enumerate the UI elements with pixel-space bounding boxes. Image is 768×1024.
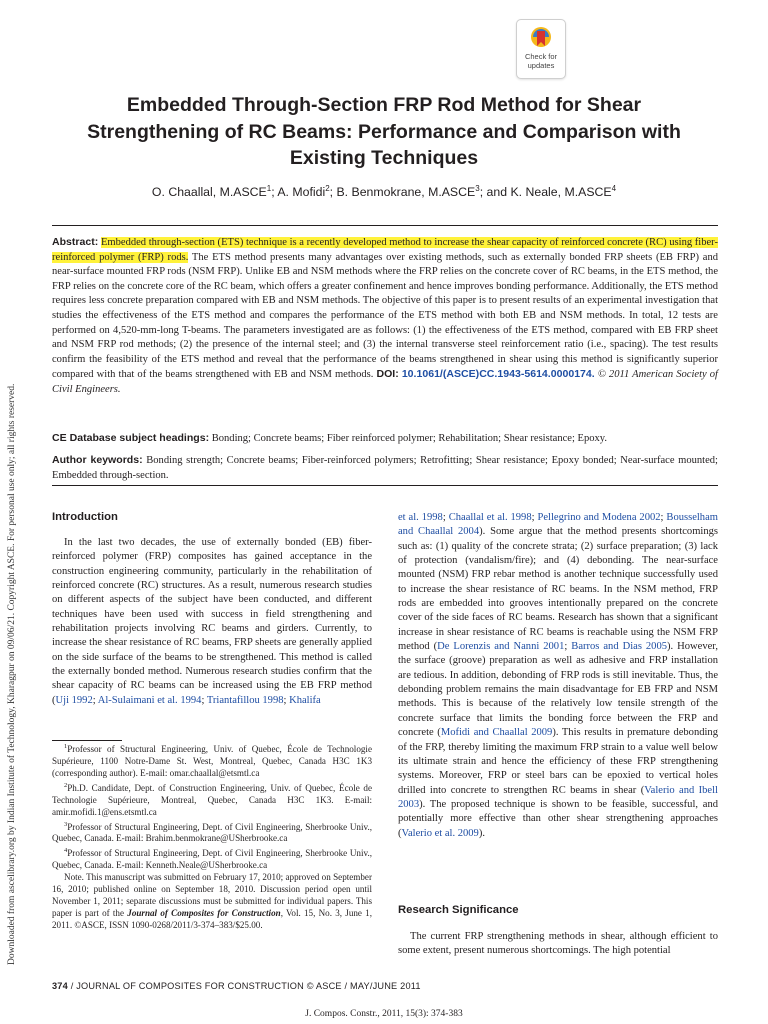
author-4: K. Neale, M.ASCE: [510, 185, 612, 200]
footnote-1-text: Professor of Structural Engineering, Univ. of Quebec, École de Technologie Supérieure, 1100 Notre-Dame St. West, Montreal, Quebec, Canada H3C 1K3 (corresponding author). E-mail: omar.chaallal@etsmtl.ca: [52, 744, 372, 778]
download-watermark: Downloaded from ascelibrary.org by Indian Institute of Technology, Kharagpur on 09/06/21. Copyright ASCE. For personal use only; all rights reserved.: [7, 383, 17, 965]
doi-link[interactable]: 10.1061/(ASCE)CC.1943-5614.0000174.: [401, 368, 595, 381]
abstract: [52, 235, 718, 398]
intro-text: ). However, the surface (groove) preparation as well as adhesive and FRP installation are tedious. In addition, debonding of FRP rods is still inevitable. Thus, the debonding problem remains the main disadvantage for EB FRP and NSM methods. This is because of the relatively low tensile strength of the concrete surface that limits the bonding force between the FRP and concrete (: [398, 641, 718, 739]
subject-headings: [52, 431, 718, 447]
intro-continued: et al. 1998; Chaallal et al. 1998; Pellegrino and Modena 2002; Bousselham and Chaallal 2004). Some argue that the method presents shortcomings such as: (1) quality of the concrete strata; (2) surface preparation; (3) lack of protection (vandalism/fire); and (4) debonding. The near-surface mounted (NSM) FRP rebar method is another technique successfully used to increase the shear resistance of RC beams. In the NSM method, FRP rods are embedded into grooves intentionally prepared on the concrete cover of the side faces of RC beams. Research has shown that a significant increase in shear resistance of RC beams is reachable using the NSM FRP method (De Lorenzis and Nanni 2001; Barros and Dias 2005). However, the surface (groove) preparation as well as adhesive and FRP installation are tedious. In addition, debonding of FRP rods is still inevitable. Thus, the debonding problem remains the main disadvantage for EB FRP and NSM methods. This is because of the relatively low tensile strength of the concrete surface that limits the bonding force between the FRP and concrete (Mofidi and Chaallal 2009). This results in premature debonding of the FRP, thereby limiting the maximum FRP strain to a value well below its ultimate strain and hence the efficiency of these FRP strengthening systems. Moreover, FRP or steel bars can be epoxied to vertical holes drilled into concrete to strengthen RC beams in shear (Valerio and Ibell 2003). The proposed technique is shown to be feasible, successful, and potentially more effective than other shear strengthening approaches (Valerio et al. 2009).: [398, 512, 718, 839]
page-footer: [52, 981, 718, 991]
abstract-section: [52, 225, 718, 486]
abstract-highlight: Embedded through-section (ETS) technique is a recently developed method to increase the shear capacity of reinforced concrete (RC) using fiber-reinforced polymer (FRP) rods.: [52, 237, 718, 263]
abstract-label: Abstract:: [52, 236, 99, 248]
doi-label: DOI:: [376, 368, 399, 381]
cite-link[interactable]: Pellegrino and Modena 2002: [537, 512, 661, 523]
cite-link[interactable]: De Lorenzis and Nanni 2001: [437, 641, 565, 653]
cite-link[interactable]: Khalifa: [289, 694, 321, 706]
cite-link[interactable]: Valerio et al. 2009: [401, 827, 479, 839]
intro-paragraph: In the last two decades, the use of externally bonded (EB) fiber-reinforced polymer (FRP) composites has gained acceptance in the construction engineering community, particularly in the rehabilitation of reinforced concrete (RC) structures. As a result, numerous research studies on different aspects of the subject have been conducted, and different techniques have been used with success in field strengthening and rehabilitation projects involving RC beams and girders. Currently, to increase the shear resistance of RC beams, FRP sheets are generally applied on the side surface of the beams to be strengthened. This method is called the externally bonded method. Numerous research studies confirm that the shear capacity of RC beams can be increased using the EB FRP method (Uji 1992; Al-Sulaimani et al. 1994; Triantafillou 1998; Khalifa: [52, 537, 373, 706]
cite-link[interactable]: et al. 1998: [398, 512, 443, 523]
intro-text: In the last two decades, the use of externally bonded (EB) fiber-reinforced polymer (FRP) composites has gained acceptance in the construction engineering community, particularly in the rehabilitation of reinforced concrete (RC) structures. As a result, numerous research studies on different aspects of the subject have been conducted, and different techniques have been used with success in field strengthening and rehabilitation projects involving RC beams and girders. Currently, to increase the shear resistance of RC beams, FRP sheets are generally applied on the side surface of the beams to be strengthened. This method is called the externally bonded method. Numerous research studies confirm that the shear capacity of RC beams can be increased using the EB FRP method (: [52, 537, 373, 706]
footnotes: [52, 741, 372, 932]
author-3-affil: 3: [475, 184, 480, 193]
author-keywords-text: Bonding strength; Concrete beams; Fiber-reinforced polymers; Retrofitting; Shear resistance; Epoxy bonded; Near-surface mounted; Embedded through-section.: [52, 455, 718, 481]
journal-footer: / JOURNAL OF COMPOSITES FOR CONSTRUCTION © ASCE / MAY/JUNE 2011: [67, 981, 421, 991]
footnote-2-text: Ph.D. Candidate, Dept. of Construction Engineering, Univ. of Quebec, École de Technologie Supérieure, Montreal, Quebec, Canada H3C 1K3. E-mail: amir.mofidi.1@ens.etsmtl.ca: [52, 782, 372, 817]
left-column: [52, 536, 372, 708]
author-list: [40, 184, 728, 199]
subject-headings-text: Bonding; Concrete beams; Fiber reinforced polymer; Rehabilitation; Shear resistance; Epoxy.: [211, 433, 608, 444]
cite-link[interactable]: Al-Sulaimani et al. 1994: [97, 694, 202, 706]
cite-link[interactable]: Mofidi and Chaallal 2009: [440, 727, 553, 739]
research-significance-heading: Research Significance: [398, 904, 519, 916]
footnote-3-text: Professor of Structural Engineering, Dept. of Civil Engineering, Sherbrooke Univ., Quebec, Canada. E-mail: Brahim.benmokrane@USherbrooke.ca: [52, 821, 372, 844]
author-keywords: [52, 453, 718, 483]
research-significance-text: The current FRP strengthening methods in shear, although efficient to some extent, present numerous shortcomings. The high potential: [398, 931, 718, 957]
subject-headings-label: CE Database subject headings:: [52, 432, 210, 444]
intro-text: ). The proposed technique is shown to be feasible, successful, and potentially more effective than other shear strengthening approaches (: [398, 798, 718, 839]
abstract-body: The ETS method presents many advantages over existing methods, such as externally bonded FRP sheets (EB FRP) and near-surface mounted FRP rods (NSM FRP). Unlike EB and NSM methods where the FRP relies on the concrete cover of RC beams, in the ETS method, the FRP relies on the concrete core of the RC beam, which offers a greater confinement and hence improves bonding performance. Additionally, the ETS method requires less concrete preparation compared with EB and NSM methods. The objective of this paper is to present results of an experimental investigation that studies the effectiveness of the ETS method and compares the performance of the ETS method with both EB and NSM methods. In total, 12 tests are performed on 4,520-mm-long T-beams. The parameters investigated are as follows: (1) the effectiveness of the ETS method, compared with EB FRP sheet and NSM FRP rod methods; (2) the presence of the internal steel; and (3) the internal transverse steel reinforcement ratio (i.e., spacing). The test results confirm the feasibility of the ETS method and reveal that the performance of the beams strengthened in shear using this method is significantly superior compared with that of the beams strengthened with EB and NSM methods.: [52, 251, 718, 381]
author-sep: ;: [271, 185, 278, 200]
paper-title: Embedded Through-Section FRP Rod Method for Shear Strengthening of RC Beams: Performance and Comparison with Existing Techniques: [87, 94, 681, 169]
journal-citation: J. Compos. Constr., 2011, 15(3): 374-383: [305, 1009, 463, 1019]
footnote-4-text: Professor of Structural Engineering, Dept. of Civil Engineering, Sherbrooke Univ., Quebec, Canada. E-mail: Kenneth.Neale@USherbrooke.ca: [52, 848, 372, 871]
cite-link[interactable]: Uji 1992: [55, 694, 93, 706]
cite-link[interactable]: Chaallal et al. 1998: [448, 512, 532, 523]
research-significance: [398, 930, 718, 959]
cite-link[interactable]: Triantafillou 1998: [206, 694, 284, 706]
author-2-affil: 2: [325, 184, 330, 193]
footnote-3: $^3$Professor of Structural Engineering, Dept. of Civil Engineering, Sherbrooke Univ., Quebec, Canada. E-mail: Brahim.benmokrane@USherbrooke.ca: [52, 820, 372, 844]
note-journal: Journal of Composites for Construction: [127, 907, 281, 918]
intro-text: ).: [478, 827, 485, 839]
introduction-heading: Introduction: [52, 511, 118, 523]
footnote-2: $^2$Ph.D. Candidate, Dept. of Construction Engineering, Univ. of Quebec, École de Technologie Supérieure, Montreal, Quebec, Canada H3C 1K3. E-mail: amir.mofidi.1@ens.etsmtl.ca: [52, 781, 372, 817]
right-column: [398, 511, 718, 841]
author-4-affil: 4: [611, 184, 617, 193]
author-1-affil: 1: [266, 184, 272, 193]
bookmark-badge-icon: [530, 26, 552, 50]
copyright-line: © 2011 American Society of Civil Engineers.: [52, 369, 718, 395]
footnote-4: $^4$Professor of Structural Engineering, Dept. of Civil Engineering, Sherbrooke Univ., Quebec, Canada. E-mail: Kenneth.Neale@USherbrooke.ca: [52, 847, 372, 871]
author-2: A. Mofidi: [277, 185, 326, 200]
cite-link[interactable]: Valerio and Ibell 2003: [398, 784, 718, 810]
badge-line-2: updates: [527, 61, 555, 70]
note-text: Note. This manuscript was submitted on February 17, 2010; approved on September 16, 2010; published online on September 18, 2010. Discussion period open until November 1, 2011; separate discussions must be submitted for individual papers. This paper is part of the: [52, 872, 372, 918]
check-for-updates-badge[interactable]: [516, 19, 566, 79]
author-1: O. Chaallal, M.ASCE: [151, 185, 267, 200]
author-sep: ;: [329, 185, 337, 200]
author-keywords-label: Author keywords:: [52, 454, 143, 466]
author-sep: ; and: [479, 185, 511, 200]
intro-text: ). Some argue that the method presents shortcomings such as: (1) quality of the concrete strata; (2) surface preparation; (3) lack of protection (vandalism/fire); and (4) debonding. The near-surface mounted (NSM) FRP rebar method is another technique successfully used to increase the shear resistance of RC beams. In the NSM method, FRP rods are embedded into grooves intentionally prepared on the concrete cover of the side faces of RC beams. Research has shown that a significant increase in shear resistance of RC beams is reachable using the NSM FRP method (: [398, 526, 718, 653]
footnote-1: $^1$Professor of Structural Engineering, Univ. of Quebec, École de Technologie Supérieure, 1100 Notre-Dame St. West, Montreal, Quebec, Canada H3C 1K3 (corresponding author). E-mail: omar.chaallal@etsmtl.ca: [52, 743, 372, 778]
cite-link[interactable]: Bousselham and Chaallal 2004: [398, 512, 718, 538]
note-text-2: , Vol. 15, No. 3, June 1, 2011. ©ASCE, ISSN 1090-0268/2011/3-374–383/$25.00.: [52, 907, 373, 930]
intro-text: ). This results in premature debonding of the FRP, thereby limiting the maximum FRP strain to a value well below its ultimate strain and hence the efficiency of these FRP strengthening systems. Moreover, FRP or steel bars can be epoxied to vertical holes drilled into concrete to strengthen RC beams in shear (: [398, 727, 718, 796]
badge-line-1: Check for: [524, 52, 558, 61]
manuscript-note: [52, 872, 372, 932]
cite-link[interactable]: Barros and Dias 2005: [571, 641, 667, 653]
author-3: B. Benmokrane, M.ASCE: [336, 185, 476, 200]
page-number: 374: [52, 981, 68, 991]
